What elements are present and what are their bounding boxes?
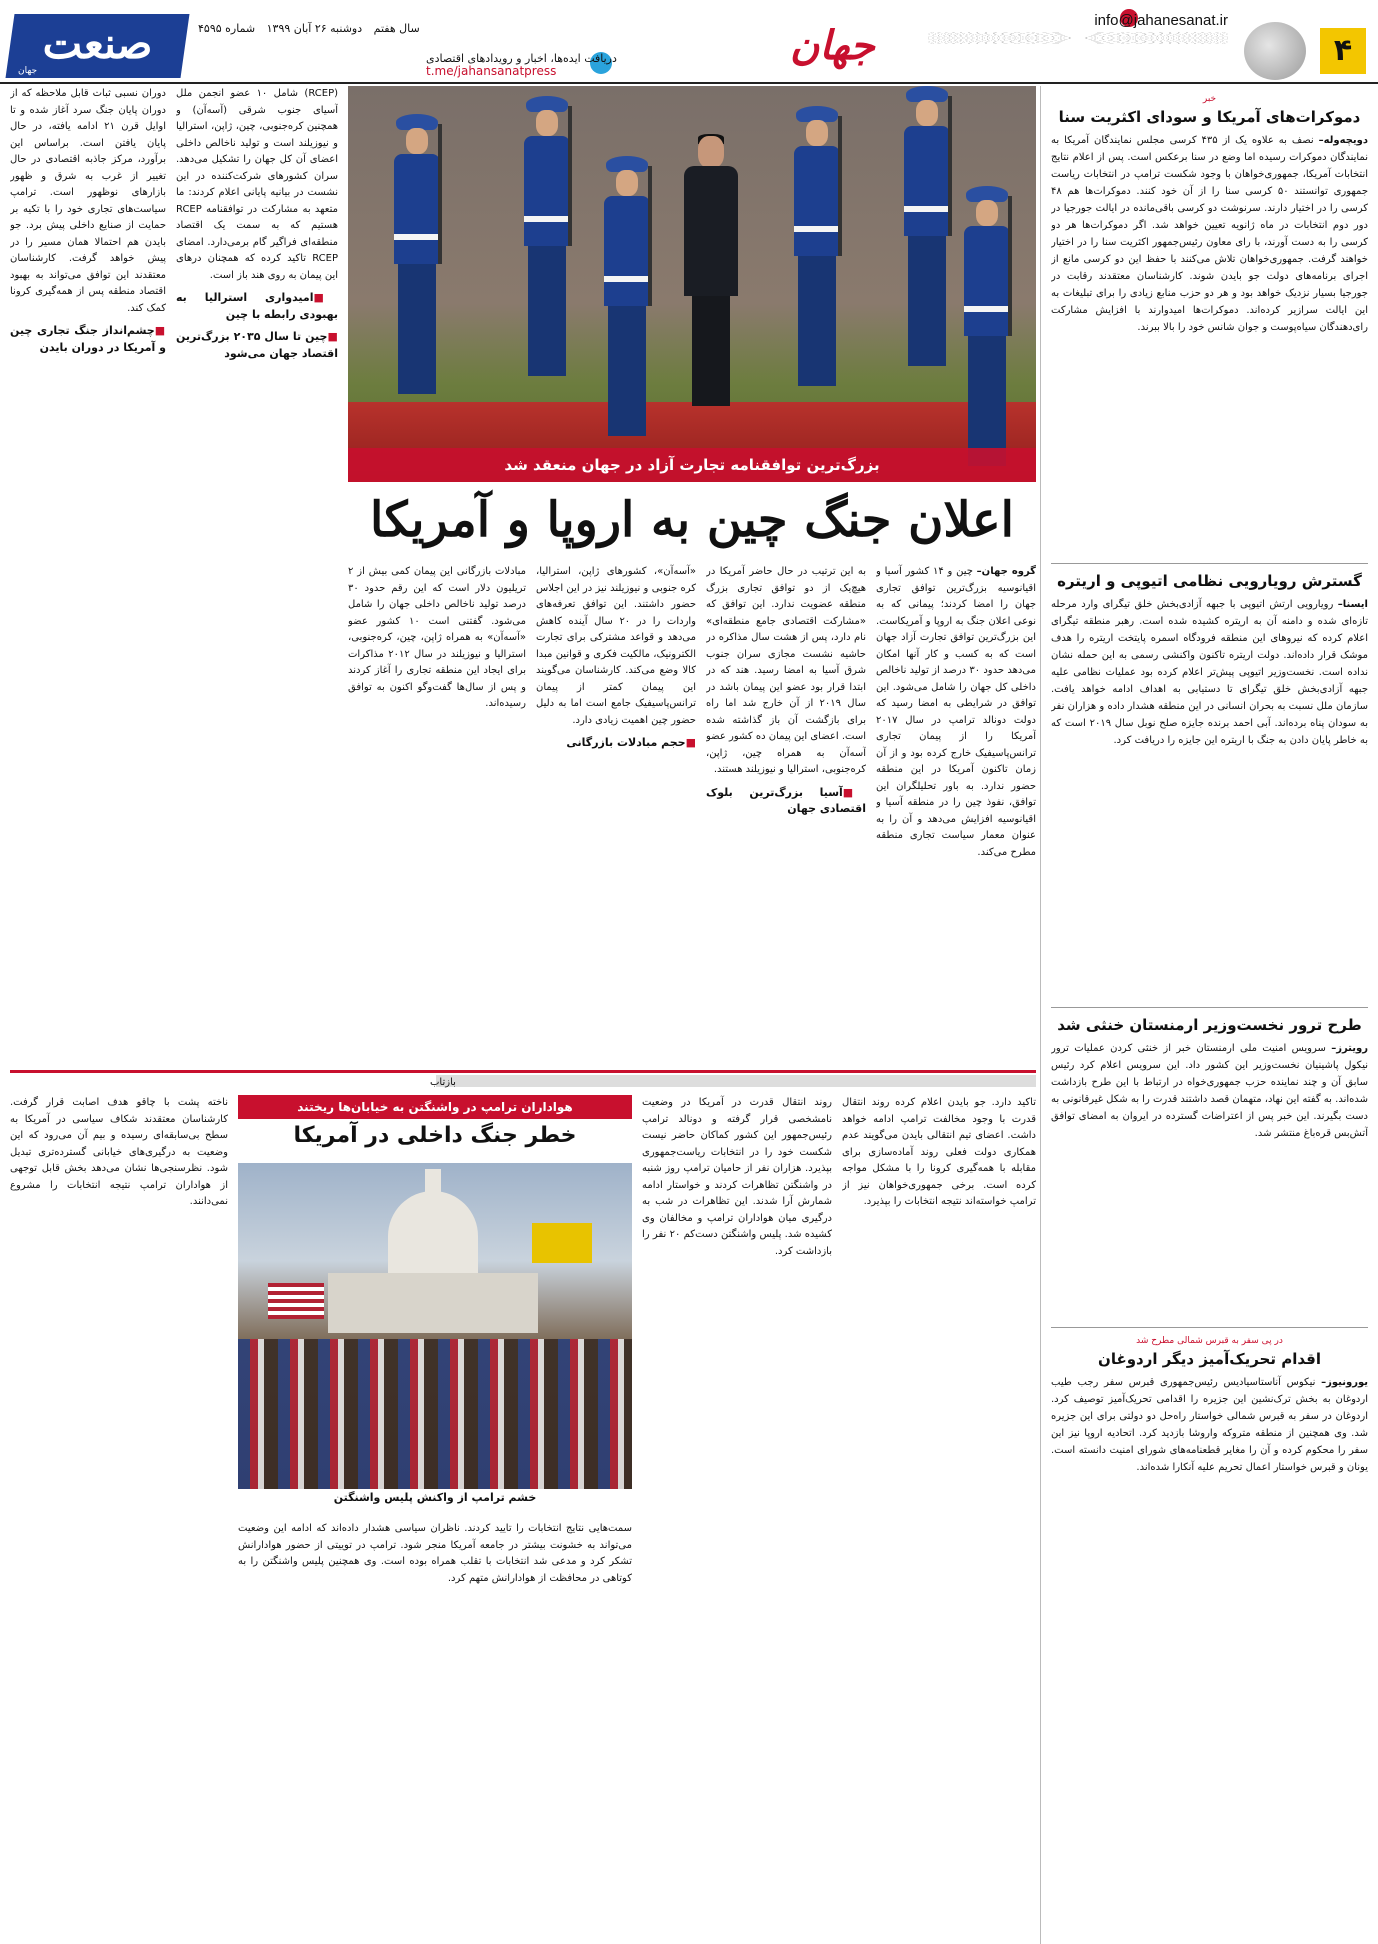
article-column: تاکید دارد. جو بایدن اعلام کرده روند انتقال قدرت با وجود مخالفت ترامپ ادامه خواهد داشت. اعضای تیم انتقالی بایدن می‌گویند عدم همکاری دولت فعلی روند آماده‌سازی برای مقابله با همه‌گیری کرونا را با مشکل مواجه کرده است. برخی جمهوری‌خواهان نیز از ترامپ خواسته‌اند نتیجه انتخابات را بپذیرد. (842, 1097, 1036, 1207)
logo-subtext: جهان (18, 66, 38, 76)
article-column: به این ترتیب در حال حاضر آمریکا در هیچ‌یک از دو توافق تجاری بزرگ منطقه عضویت ندارد. این توافق که «مشارکت اقتصادی جامع منطقه‌ای» نام دارد، پس از هشت سال مذاکره در حاشیه نشست مجازی سران جنوب شرق آسیا به امضا رسید. هند که در ابتدا قرار بود عضو این پیمان باشد در سال ۲۰۱۹ از آن خارج شد اما راه برای بازگشت آن باز گذاشته شده است. اعضای این پیمان ده کشور عضو آسه‌آن به همراه چین، ژاپن، کره‌جنوبی، استرالیا و نیوزیلند هستند. ■ آسیا بزرگ‌ترین بلوک اقتصادی جهان (706, 564, 866, 1064)
photo-caption: بزرگ‌ترین توافقنامه تجارت آزاد در جهان منعقد شد (348, 448, 1036, 482)
article-subhead: ■ چین تا سال ۲۰۳۵ بزرگ‌ترین اقتصاد جهان می‌شود (176, 329, 338, 362)
article-subhead: ■ امیدواری استرالیا به بهبودی رابطه با چین (176, 290, 338, 323)
article-column: روند انتقال قدرت در آمریکا در وضعیت نامشخصی قرار گرفته و دونالد ترامپ رئیس‌جمهور این کشور کماکان حاضر نیست شکست خود را در انتخابات ریاست‌جمهوری بپذیرد. هزاران نفر از حامیان ترامپ روز شنبه در واشنگتن تظاهرات کردند و خواستار ادامه شمارش آرا شدند. این تظاهرات در شب به درگیری میان هواداران ترامپ و مخالفان وی کشیده شد. پلیس واشنگتن دست‌کم ۲۰ نفر را بازداشت کرد. (642, 1097, 832, 1257)
page-number: ۴ (1320, 28, 1366, 74)
news-kicker: در پی سفر به قبرس شمالی مطرح شد (1136, 1336, 1283, 1346)
article-column: دوران نسبی ثبات قابل ملاحظه که از دوران پایان جنگ سرد آغاز شده و تا اوایل قرن ۲۱ ادامه یافته، در حال پایان یافتن است. براساس این برآورد، مرکز جاذبه اقتصادی در حال تغییر از غرب به شرق و ظهور بازارهای نوظهور است. ترامپ سیاست‌های تجاری خود را با تکیه بر حمایت از صنایع داخلی پیش برد. جو بایدن هم احتمالا همان مسیر را در پیش خواهد گرفت. کارشناسان معتقدند این توافق می‌تواند به بهبود اقتصاد منطقه پس از همه‌گیری کرونا کمک کند. ■ چشم‌انداز جنگ تجاری چین و آمریکا در دوران بایدن (10, 86, 166, 1066)
news-item (1051, 1328, 1368, 1928)
bottom-story (10, 1070, 1036, 1944)
news-body: ایسنا– رویارویی ارتش اتیوپی با جبهه آزادی‌بخش خلق تیگرای وارد مرحله تازه‌ای شده و دامنه آن به اریتره کشیده شده است. رهبر منطقه تیگرای اعلام کرده که نیروهای این منطقه فرودگاه اسمره پایتخت اریتره را هدف موشک قرار داده‌اند. دولت اریتره تاکنون واکنشی رسمی به این حمله نشان نداده است. نخست‌وزیر اتیوپی پیش‌تر اعلام کرده بود عملیات نظامی علیه جبهه آزادی‌بخش خلق تیگرای تا دستیابی به اهداف ادامه خواهد یافت. سازمان ملل نسبت به بحران انسانی در این منطقه هشدار داده و هزاران نفر به سودان پناه برده‌اند. آبی احمد برنده جایزه صلح نوبل سال ۲۰۱۹ است که به خاطر پایان دادن به جنگ با اریتره این جایزه را دریافت کرد. (1051, 599, 1368, 746)
bottom-kicker: بازتاب (430, 1077, 456, 1088)
news-title: طرح ترور نخست‌وزیر ارمنستان خنثی شد (1057, 1016, 1362, 1034)
article-subhead: ■ آسیا بزرگ‌ترین بلوک اقتصادی جهان (706, 785, 866, 818)
issue-number: شماره ۴۵۹۵ (198, 22, 256, 35)
issue-date: دوشنبه ۲۶ آبان ۱۳۹۹ (266, 22, 363, 35)
page-header (0, 0, 1378, 84)
article-column: سمت‌هایی نتایج انتخابات را تایید کردند. ناظران سیاسی هشدار داده‌اند که ادامه این وضعیت می‌تواند به خشونت بیشتر در جامعه آمریکا منجر شود. ترامپ در توییتی از حضور هوادارانش تشکر کرد و مدعی شد انتخابات با تقلب همراه بوده است. وی همچنین پلیس واشنگتن را به کوتاهی در محافظت از هوادارانش متهم کرد. (238, 1523, 632, 1584)
article-column: گروه جهان– چین و ۱۴ کشور آسیا و اقیانوسیه بزرگ‌ترین توافق تجاری جهان را امضا کردند؛ پیمانی که به نوعی اعلان جنگ به اروپا و آمریکاست. این بزرگ‌ترین توافق تجارت آزاد جهان است که به کسب و کار آنها امکان می‌دهد حدود ۳۰ درصد از تولید ناخالص داخلی کل جهان را شامل می‌شود. این توافق در شرایطی به امضا رسید که دولت دونالد ترامپ در سال ۲۰۱۷ آمریکا را از پیمان تجاری ترانس‌پاسیفیک خارج کرده بود و از آن زمان تاکنون آمریکا در این منطقه حضور ندارد. به باور تحلیلگران این توافق، نفوذ چین را در منطقه آسیا و اقیانوسیه افزایش می‌دهد و آن را به عنوان معمار سیاست تجاری منطقه مطرح می‌کند. (876, 566, 1036, 858)
article-subhead: ■ حجم مبادلات بازرگانی (536, 735, 696, 752)
news-body: دویچه‌وله– نصف به علاوه یک از ۴۳۵ کرسی مجلس نمایندگان آمریکا به نمایندگان دموکرات رسیده اما وضع در سنا برعکس است. پس از اعلام نتایج انتخابات آمریکا، جمهوری‌خواهان با وجود شکست ترامپ در انتخابات ریاست جمهوری توانستند ۵۰ کرسی سنا را از آن خود کنند. دموکرات‌ها هم ۴۸ کرسی را در اختیار دارند. سرنوشت دو کرسی باقی‌مانده در ایالت جورجیا در دور دوم انتخابات در ماه ژانویه تعیین خواهد شد. اگر دموکرات‌ها هر دو کرسی را به دست آورند، با رای معاون رئیس‌جمهور اکثریت سنا را در اختیار خواهند گرفت. جمهوری‌خواهان تلاش می‌کنند با حفظ این دو کرسی مانع از اجرای برنامه‌های دولت جو بایدن شوند. کارشناسان معتقدند رقابت در جورجیا بسیار نزدیک خواهد بود و هر دو حزب منابع زیادی را برای تبلیغات به این ایالت سرازیر کرده‌اند. دموکرات‌ها امیدوارند با افزایش مشارکت رای‌دهندگان سیاه‌پوست و جوان شانس خود را بالا ببرند. (1051, 135, 1368, 333)
telegram-caption: دریافت ایده‌ها، اخبار و رویدادهای اقتصادی (426, 52, 617, 65)
telegram-link[interactable]: t.me/jahansanatpress (426, 64, 557, 78)
article-column: مبادلات بازرگانی این پیمان کمی بیش از ۲ تریلیون دلار است که این رقم حدود ۳۰ درصد تولید ناخالص داخلی جهان را شامل می‌شود. گفتنی است ۱۰ کشور عضو «آسه‌آن» به همراه ژاپن، چین، کره‌جنوبی، استرالیا و نیوزیلند در سال ۲۰۱۲ مذاکرات برای ایجاد این منطقه تجاری را آغاز کردند و پس از سال‌ها گفت‌وگو اکنون به توافق رسیده‌اند. (348, 566, 526, 709)
bottom-overline: هواداران ترامپ در واشنگتن به خیابان‌ها ریختند (238, 1095, 632, 1119)
bottom-subhead: خشم ترامپ از واکنش پلیس واشنگتن (333, 1491, 537, 1504)
divider-band (436, 1075, 1036, 1087)
issue-year: سال هفتم (373, 22, 420, 35)
article-column: (RCEP) شامل ۱۰ عضو انجمن ملل آسیای جنوب شرقی (آسه‌آن) و همچنین کره‌جنوبی، چین، ژاپن، استرالیا و نیوزیلند است و تولید ناخالص داخلی اعضای آن کل جهان را تشکیل می‌دهد. سران کشورهای شرکت‌کننده در این نشست در بیانیه پایانی اعلام کردند: ما متعهد به مشارکت در توافقنامه RCEP هستیم که به سمت یک اقتصاد منطقه‌ای فراگیر گام برمی‌دارد. امضای RCEP تاکید کرده که همچنان درهای این پیمان به روی هند باز است. ■ امیدواری استرالیا به بهبودی رابطه با چین ■ چین تا سال ۲۰۳۵ بزرگ‌ترین اقتصاد جهان می‌شود (176, 86, 338, 1066)
news-title: گسترش رویارویی نظامی اتیوپی و اریتره (1057, 572, 1362, 590)
news-kicker: خبر (1202, 94, 1217, 104)
globe-icon (1244, 22, 1306, 80)
news-item (1051, 86, 1368, 564)
capitol-protest-photo (238, 1163, 632, 1489)
news-item (1051, 564, 1368, 1008)
section-title: جهان (790, 22, 875, 69)
logo-text: صنعت (42, 19, 153, 68)
article-column: «آسه‌آن»، کشورهای ژاپن، استرالیا، کره جنوبی و نیوزیلند نیز در این اجلاس حضور داشتند. این توافق تعرفه‌های واردات را در ۲۰ سال آینده کاهش می‌دهد و قواعد مشترکی برای تجارت الکترونیک، مالکیت فکری و قوانین مبدا کالا وضع می‌کند. کارشناسان می‌گویند این پیمان کمتر از پیمان ترانس‌پاسیفیک جامع است اما به دلیل حضور چین اهمیت زیادی دارد. ■ حجم مبادلات بازرگانی (536, 564, 696, 1064)
email-address[interactable]: info@jahanesanat.ir (1094, 12, 1228, 29)
right-news-column (1040, 86, 1378, 1944)
news-item (1051, 1008, 1368, 1328)
bottom-headline: خطر جنگ داخلی در آمریکا (293, 1123, 577, 1148)
newspaper-logo (10, 14, 185, 78)
main-photo (348, 86, 1036, 482)
dotted-band (928, 32, 1228, 44)
news-title: دموکرات‌های آمریکا و سودای اکثریت سنا (1058, 108, 1361, 126)
news-title: اقدام تحریک‌آمیز دیگر اردوغان (1098, 1350, 1321, 1368)
news-body: یورونیوز– نیکوس آناستاسیادیس رئیس‌جمهوری قبرس سفر رجب طیب اردوغان به بخش ترک‌نشین این جزیره را اقدامی تحریک‌آمیز توصیف کرد. اردوغان در سفر به قبرس شمالی خواستار راه‌حل دو دولتی برای این جزیره شد. وی همچنین از منطقه متروکه واروشا بازدید کرد. اتحادیه اروپا نیز این سفر را محکوم کرده و آن را مغایر قطعنامه‌های شورای امنیت دانسته است. یونان و قبرس خواستار اعمال تحریم علیه آنکارا شده‌اند. (1051, 1377, 1368, 1473)
main-headline: اعلان جنگ چین به اروپا و آمریکا (370, 492, 1014, 548)
article-column: ناخته پشت با چاقو هدف اصابت قرار گرفت. کارشناسان معتقدند شکاف سیاسی در آمریکا به سطح بی‌سابقه‌ای رسیده و بیم آن می‌رود که این وضعیت به درگیری‌های خیابانی گسترده‌تری تبدیل شود. نظرسنجی‌ها نشان می‌دهد بخش قابل توجهی از هواداران ترامپ نتیجه انتخابات را مشروع نمی‌دانند. (10, 1097, 228, 1207)
news-body: رویترز– سرویس امنیت ملی ارمنستان خبر از خنثی کردن عملیات ترور نیکول پاشینیان نخست‌وزیر این کشور داد. این سرویس اعلام کرد رئیس سابق آن و چند نماینده حزب جمهوری‌خواه در ارتباط با این طرح بازداشت شده‌اند. به گفته این نهاد، متهمان قصد داشتند قدرت را به شکل غیرقانونی به دست بگیرند. این خبر پس از اعتراضات گسترده در ایروان به امضای توافق آتش‌بس قره‌باغ منتشر شد. (1051, 1043, 1368, 1139)
article-subhead: ■ چشم‌انداز جنگ تجاری چین و آمریکا در دوران بایدن (10, 323, 166, 356)
issue-info (190, 22, 420, 35)
